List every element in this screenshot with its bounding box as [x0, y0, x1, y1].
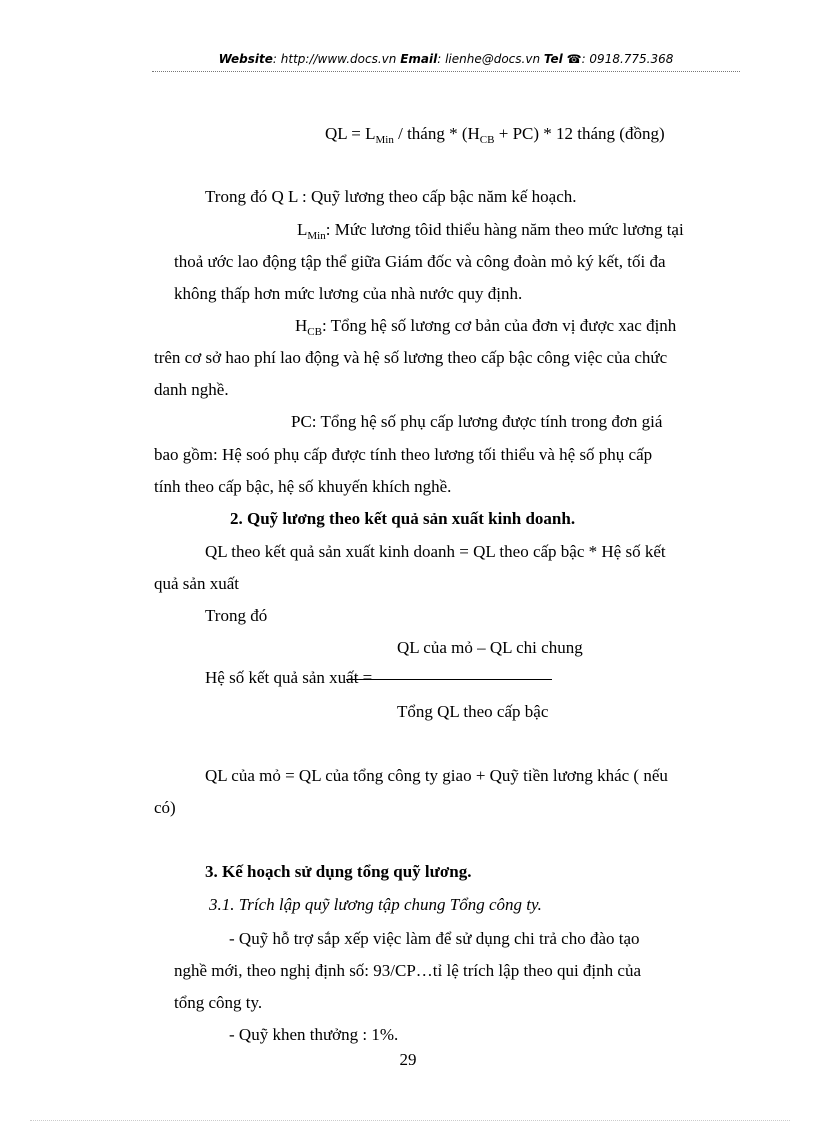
bullet-item-cont: tổng công ty. [174, 993, 263, 1012]
website-value: : http://www.docs.vn [272, 52, 397, 66]
definition-hcb-cont: danh nghề. [154, 380, 229, 399]
email-value: : lienhe@docs.vn [437, 52, 541, 66]
ql-mo-formula: QL của mỏ = QL của tổng công ty giao + Quỹ tiền lương khác ( nếu [205, 766, 668, 785]
section-2-formula-cont: quả sản xuất [154, 574, 239, 593]
definition-hcb: $H_{CB}$: Tổng hệ số lương cơ bản của đơn vị được xac định [295, 316, 677, 338]
telephone-icon: ☎ [566, 52, 582, 66]
formula-ql: QL = $L_{Min}$ / tháng * $(H_{CB} + PC) * 12$ tháng (đồng) [325, 124, 665, 146]
website-label: Website [218, 52, 273, 66]
subsection-3-1-heading: 3.1. Trích lập quỹ lương tập chung Tổng công ty. [209, 895, 542, 914]
bullet-item: - Quỹ hỗ trợ sắp xếp việc làm để sử dụng chi trả cho đào tạo [229, 929, 640, 948]
definition-pc-cont: bao gồm: Hệ soó phụ cấp được tính theo lương tối thiểu và hệ số phụ cấp [154, 445, 653, 464]
tel-value: : 0918.775.368 [581, 52, 674, 66]
page-header [152, 52, 740, 66]
definition-pc-cont: tính theo cấp bậc, hệ số khuyến khích nghề. [154, 477, 452, 496]
fraction-numerator: QL của mỏ – QL chi chung [397, 638, 583, 657]
section-3-heading: 3. Kế hoạch sử dụng tổng quỹ lương. [205, 862, 472, 881]
email-label: Email [400, 52, 438, 66]
fraction-denominator: Tổng QL theo cấp bậc [397, 702, 549, 721]
trong-do-label: Trong đó [205, 606, 268, 625]
definition-lmin-cont: thoả ước lao động tập thể giữa Giám đốc và công đoàn mỏ ký kết, tối đa [174, 252, 666, 271]
definition-hcb-cont: trên cơ sở hao phí lao động và hệ số lương theo cấp bậc công việc của chức [154, 348, 668, 367]
definition-ql: Trong đó Q L : Quỹ lương theo cấp bậc năm kế hoạch. [205, 187, 577, 206]
header-divider [152, 71, 740, 72]
definition-lmin: $L_{Min}$: Mức lương tôid thiểu hàng năm theo mức lương tại [297, 220, 684, 242]
section-2-heading: 2. Quỹ lương theo kết quả sản xuất kinh doanh. [230, 509, 576, 528]
definition-lmin-cont: không thấp hơn mức lương của nhà nước quy định. [174, 284, 523, 303]
bullet-item: - Quỹ khen thưởng : 1%. [229, 1025, 399, 1044]
ql-mo-formula-cont: có) [154, 798, 176, 817]
tel-label: Tel [543, 52, 563, 66]
definition-pc: PC: Tổng hệ số phụ cấp lương được tính trong đơn giá [291, 412, 663, 431]
page-number: 29 [399, 1050, 417, 1069]
section-2-formula: QL theo kết quả sản xuất kinh doanh = QL theo cấp bậc * Hệ số kết [205, 542, 666, 561]
fraction-bar [346, 679, 552, 680]
footer-divider [30, 1120, 790, 1121]
bullet-item-cont: nghề mới, theo nghị định số: 93/CP…tỉ lệ trích lập theo qui định của [174, 961, 641, 980]
fraction-lhs: Hệ số kết quả sản xuất = [205, 668, 373, 687]
